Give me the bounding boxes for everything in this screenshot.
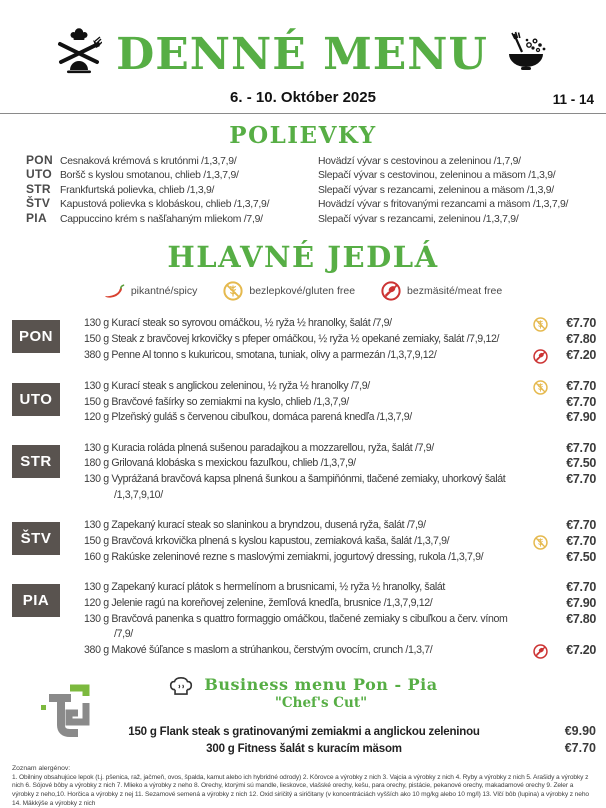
dish-price: €7.70 xyxy=(566,472,596,486)
gluten-free-icon xyxy=(528,534,548,550)
chili-icon xyxy=(104,284,125,299)
business-menu-title: Business menu Pon - Pia xyxy=(204,674,438,694)
dish-row xyxy=(84,332,596,348)
dish-text: 130 g Kurací steak s anglickou zeleninou, ½ ryža ½ hranolky /7,9/ xyxy=(84,379,370,392)
soup-row xyxy=(26,212,594,226)
dish-row xyxy=(84,410,596,426)
gluten-free-icon xyxy=(223,281,243,301)
tl-logo xyxy=(36,677,94,742)
page-title: DENNÉ MENU xyxy=(116,28,488,80)
allergen-text: 1. Obilniny obsahujúce lepok (t.j. pšenica, raž, jačmeň, ovos, špalda, kamut alebo ich hybridné odrody) 2. Kôrovce a výrobky z nich 3. Vajcia a výrobky z nich 4. Ryby a výrobky z nich 5. Arašidy a výrobky z nich 6. Sójové bôby a výrobky z nich 7. Mlieko a výrobky z neho 8. Orechy, ktorými sú mandle, lieskovce, vlašské orechy, kešu, para orechy, pistácie, pekanové orechy, makadamové orechy 9. Zeler a výrobky z neho,10. Horčica a výrobky z nej 11. Sezamové semená a výrobky z nich 12. Oxid siričitý a siričitany (v koncentráciách vyšších ako 10 mg/kg alebo 10 mg/l) 13. Vlčí bôb (lupina) a výrobky z neho 14. Mäkkýše a výrobky z nich xyxy=(12,773,589,807)
soups-list xyxy=(26,154,594,226)
dish-row xyxy=(84,456,596,472)
opening-hours: 11 - 14 xyxy=(552,92,594,107)
day-badge: UTO xyxy=(12,383,60,416)
soup-left-item: Cesnaková krémová s krutónmi /1,3,7,9/ xyxy=(60,156,237,167)
dish-row xyxy=(84,643,596,659)
day-badge: PIA xyxy=(12,584,60,617)
legend-glutenfree xyxy=(223,281,355,301)
dish-price: €7.20 xyxy=(566,642,596,657)
soup-left-item: Boršč s kyslou smotanou, chlieb /1,3,7,9/ xyxy=(60,170,239,182)
dish-price: €7.70 xyxy=(566,378,596,393)
dish-price: €7.90 xyxy=(566,595,596,610)
soups-title: POLIEVKY xyxy=(229,122,377,149)
dish-text: 130 g Vyprážaná bravčová kapsa plnená šunkou a šampiňónmi, tlačené zemiaky, uhorkový šalát /1,3,7,9,10/ xyxy=(84,473,506,501)
dish-price: €7.70 xyxy=(566,518,596,533)
dish-price: €7.70 xyxy=(566,440,596,455)
business-dish-row xyxy=(12,723,596,740)
day-section-stv xyxy=(12,518,596,565)
dish-price: €7.90 xyxy=(566,410,596,425)
dish-price: €7.70 xyxy=(564,740,596,755)
day-badge: ŠTV xyxy=(12,522,60,555)
dish-row xyxy=(84,518,596,534)
dish-row xyxy=(84,550,596,566)
legend-spicy xyxy=(104,284,198,299)
soup-day-label: PON xyxy=(26,153,53,167)
dish-text: 380 g Penne Al tonno s kukuricou, smotana, tuniak, olivy a parmezán /1,3,7,9,12/ xyxy=(84,348,437,361)
dish-text: 130 g Zapekaný kurací steak so slaninkou a bryndzou, dusená ryža, šalát /7,9/ xyxy=(84,519,426,532)
soup-row xyxy=(26,183,594,197)
dish-price: €7.70 xyxy=(566,394,596,409)
soup-day-label: ŠTV xyxy=(26,196,51,211)
dish-text: 160 g Rakúske zeleninové rezne s maslovými zemiakmi, jogurtový dressing, rukola /1,3,7,9/ xyxy=(84,550,484,563)
allergen-list xyxy=(12,765,594,808)
day-section-uto xyxy=(12,379,596,426)
dish-row xyxy=(84,534,596,550)
dish-text: 130 g Zapekaný kurací plátok s hermelínom a brusnicami, ½ ryža ½ hranolky, šalát xyxy=(84,581,446,594)
date-range: 6. - 10. Október 2025 xyxy=(230,89,376,106)
legend-spicy-label: pikantné/spicy xyxy=(130,285,198,298)
dish-price: €7.80 xyxy=(566,611,596,626)
soup-right-item: Slepačí vývar s rezancami, zeleninou a mäsom /1,3,9/ xyxy=(318,184,554,196)
legend-meatfree xyxy=(381,281,502,301)
allergen-heading: Zoznam alergénov: xyxy=(12,764,71,772)
dish-row xyxy=(84,472,596,503)
business-dish-row xyxy=(12,740,596,757)
meat-free-icon xyxy=(528,348,548,364)
dish-price: €7.20 xyxy=(566,347,596,362)
dish-text: 180 g Grilovaná klobáska s mexickou fazuľkou, chlieb /1,3,7,9/ xyxy=(84,457,356,470)
dish-text: 130 g Kurací steak so syrovou omáčkou, ½ ryža ½ hranolky, šalát /7,9/ xyxy=(84,317,392,330)
legend xyxy=(0,281,606,301)
dish-text: 150 g Bravčové fašírky so zemiakmi na kyslo, chlieb /1,3,7,9/ xyxy=(84,395,349,408)
day-section-str xyxy=(12,441,596,503)
soup-right-item: Slepačí vývar s rezancami, zeleninou /1,3,7,9/ xyxy=(318,213,519,225)
dish-text: 130 g Kuracia roláda plnená sušenou paradajkou a mozzarellou, ryža, šalát /7,9/ xyxy=(84,441,434,454)
dish-row xyxy=(84,580,596,596)
day-section-pon xyxy=(12,316,596,364)
dish-row xyxy=(84,441,596,457)
day-section-pia xyxy=(12,580,596,658)
mains-title: HLAVNÉ JEDLÁ xyxy=(167,240,439,275)
dish-price: €7.70 xyxy=(566,533,596,548)
dish-row xyxy=(84,379,596,395)
soup-right-item: Slepačí vývar s cestovinou, zeleninou a mäsom /1,3,9/ xyxy=(318,170,556,182)
salad-bowl-icon xyxy=(502,28,550,81)
date-bar xyxy=(0,89,606,114)
soup-row xyxy=(26,168,594,182)
soup-left-item: Kapustová polievka s klobáskou, chlieb /1,3,7,9/ xyxy=(60,199,270,211)
dish-price: €7.70 xyxy=(566,580,596,595)
soup-right-item: Hovädzí vývar s fritovanými rezancami a mäsom /1,3,7,9/ xyxy=(318,199,569,211)
legend-glutenfree-label: bezlepkové/gluten free xyxy=(249,285,356,298)
dish-text: 120 g Plzeňský guláš s červenou cibuľkou, domáca parená knedľa /1,3,7,9/ xyxy=(84,411,412,424)
soup-day-label: PIA xyxy=(26,210,47,225)
dish-text: 150 g Bravčová krkovička plnená s kyslou kapustou, zemiaková kaša, šalát /1,3,7,9/ xyxy=(84,534,450,547)
business-menu-subtitle: "Chef's Cut" xyxy=(274,694,368,711)
gluten-free-icon xyxy=(528,316,548,332)
dish-row xyxy=(84,348,596,364)
dish-text: 150 g Flank steak s gratinovanými zemiakmi a anglickou zeleninou xyxy=(128,725,480,738)
soup-day-label: UTO xyxy=(26,167,53,182)
soup-left-item: Frankfurtská polievka, chlieb /1,3,9/ xyxy=(60,184,215,196)
dish-text: 150 g Steak z bravčovej krkovičky s pfeper omáčkou, ½ ryža ½ opekané zemiaky, šalát /7,9,12/ xyxy=(84,333,500,346)
dish-price: €9.90 xyxy=(564,723,596,738)
dish-row xyxy=(84,612,596,643)
header xyxy=(0,0,606,83)
day-badge: PON xyxy=(12,320,60,353)
day-badge: STR xyxy=(12,445,60,478)
dish-text: 130 g Bravčová panenka s quattro formaggio omáčkou, tlačené zemiaky s cibuľkou a červ. vínom /7,9/ xyxy=(84,612,508,641)
dish-text: 300 g Fitness šalát s kuracím mäsom xyxy=(206,742,402,755)
dish-price: €7.80 xyxy=(566,332,596,347)
soup-row xyxy=(26,197,594,211)
legend-meatfree-label: bezmäsité/meat free xyxy=(407,285,503,298)
meat-free-icon xyxy=(381,281,401,301)
dish-row xyxy=(84,316,596,332)
dish-price: €7.50 xyxy=(566,456,596,471)
dish-row xyxy=(84,596,596,612)
chef-hat-icon xyxy=(168,675,194,704)
meat-free-icon xyxy=(528,643,548,659)
dish-text: 120 g Jelenie ragú na koreňovej zelenine, žemľová knedľa, brusnice /1,3,7,9,12/ xyxy=(84,596,433,609)
dish-price: €7.70 xyxy=(566,316,596,331)
soup-left-item: Cappuccino krém s našľahaným mliekom /7,9/ xyxy=(60,213,263,225)
soup-day-label: STR xyxy=(26,181,51,196)
soup-right-item: Hovädzí vývar s cestovinou a zeleninou /1,7,9/ xyxy=(318,156,521,167)
dish-row xyxy=(84,395,596,411)
chef-utensils-icon xyxy=(56,26,102,83)
dish-price: €7.50 xyxy=(566,549,596,564)
dish-text: 380 g Makové šúľance s maslom a strúhankou, čerstvým ovocím, crunch /1,3,7/ xyxy=(84,643,433,656)
business-menu xyxy=(0,675,606,757)
gluten-free-icon xyxy=(528,379,548,395)
soup-row xyxy=(26,154,594,168)
